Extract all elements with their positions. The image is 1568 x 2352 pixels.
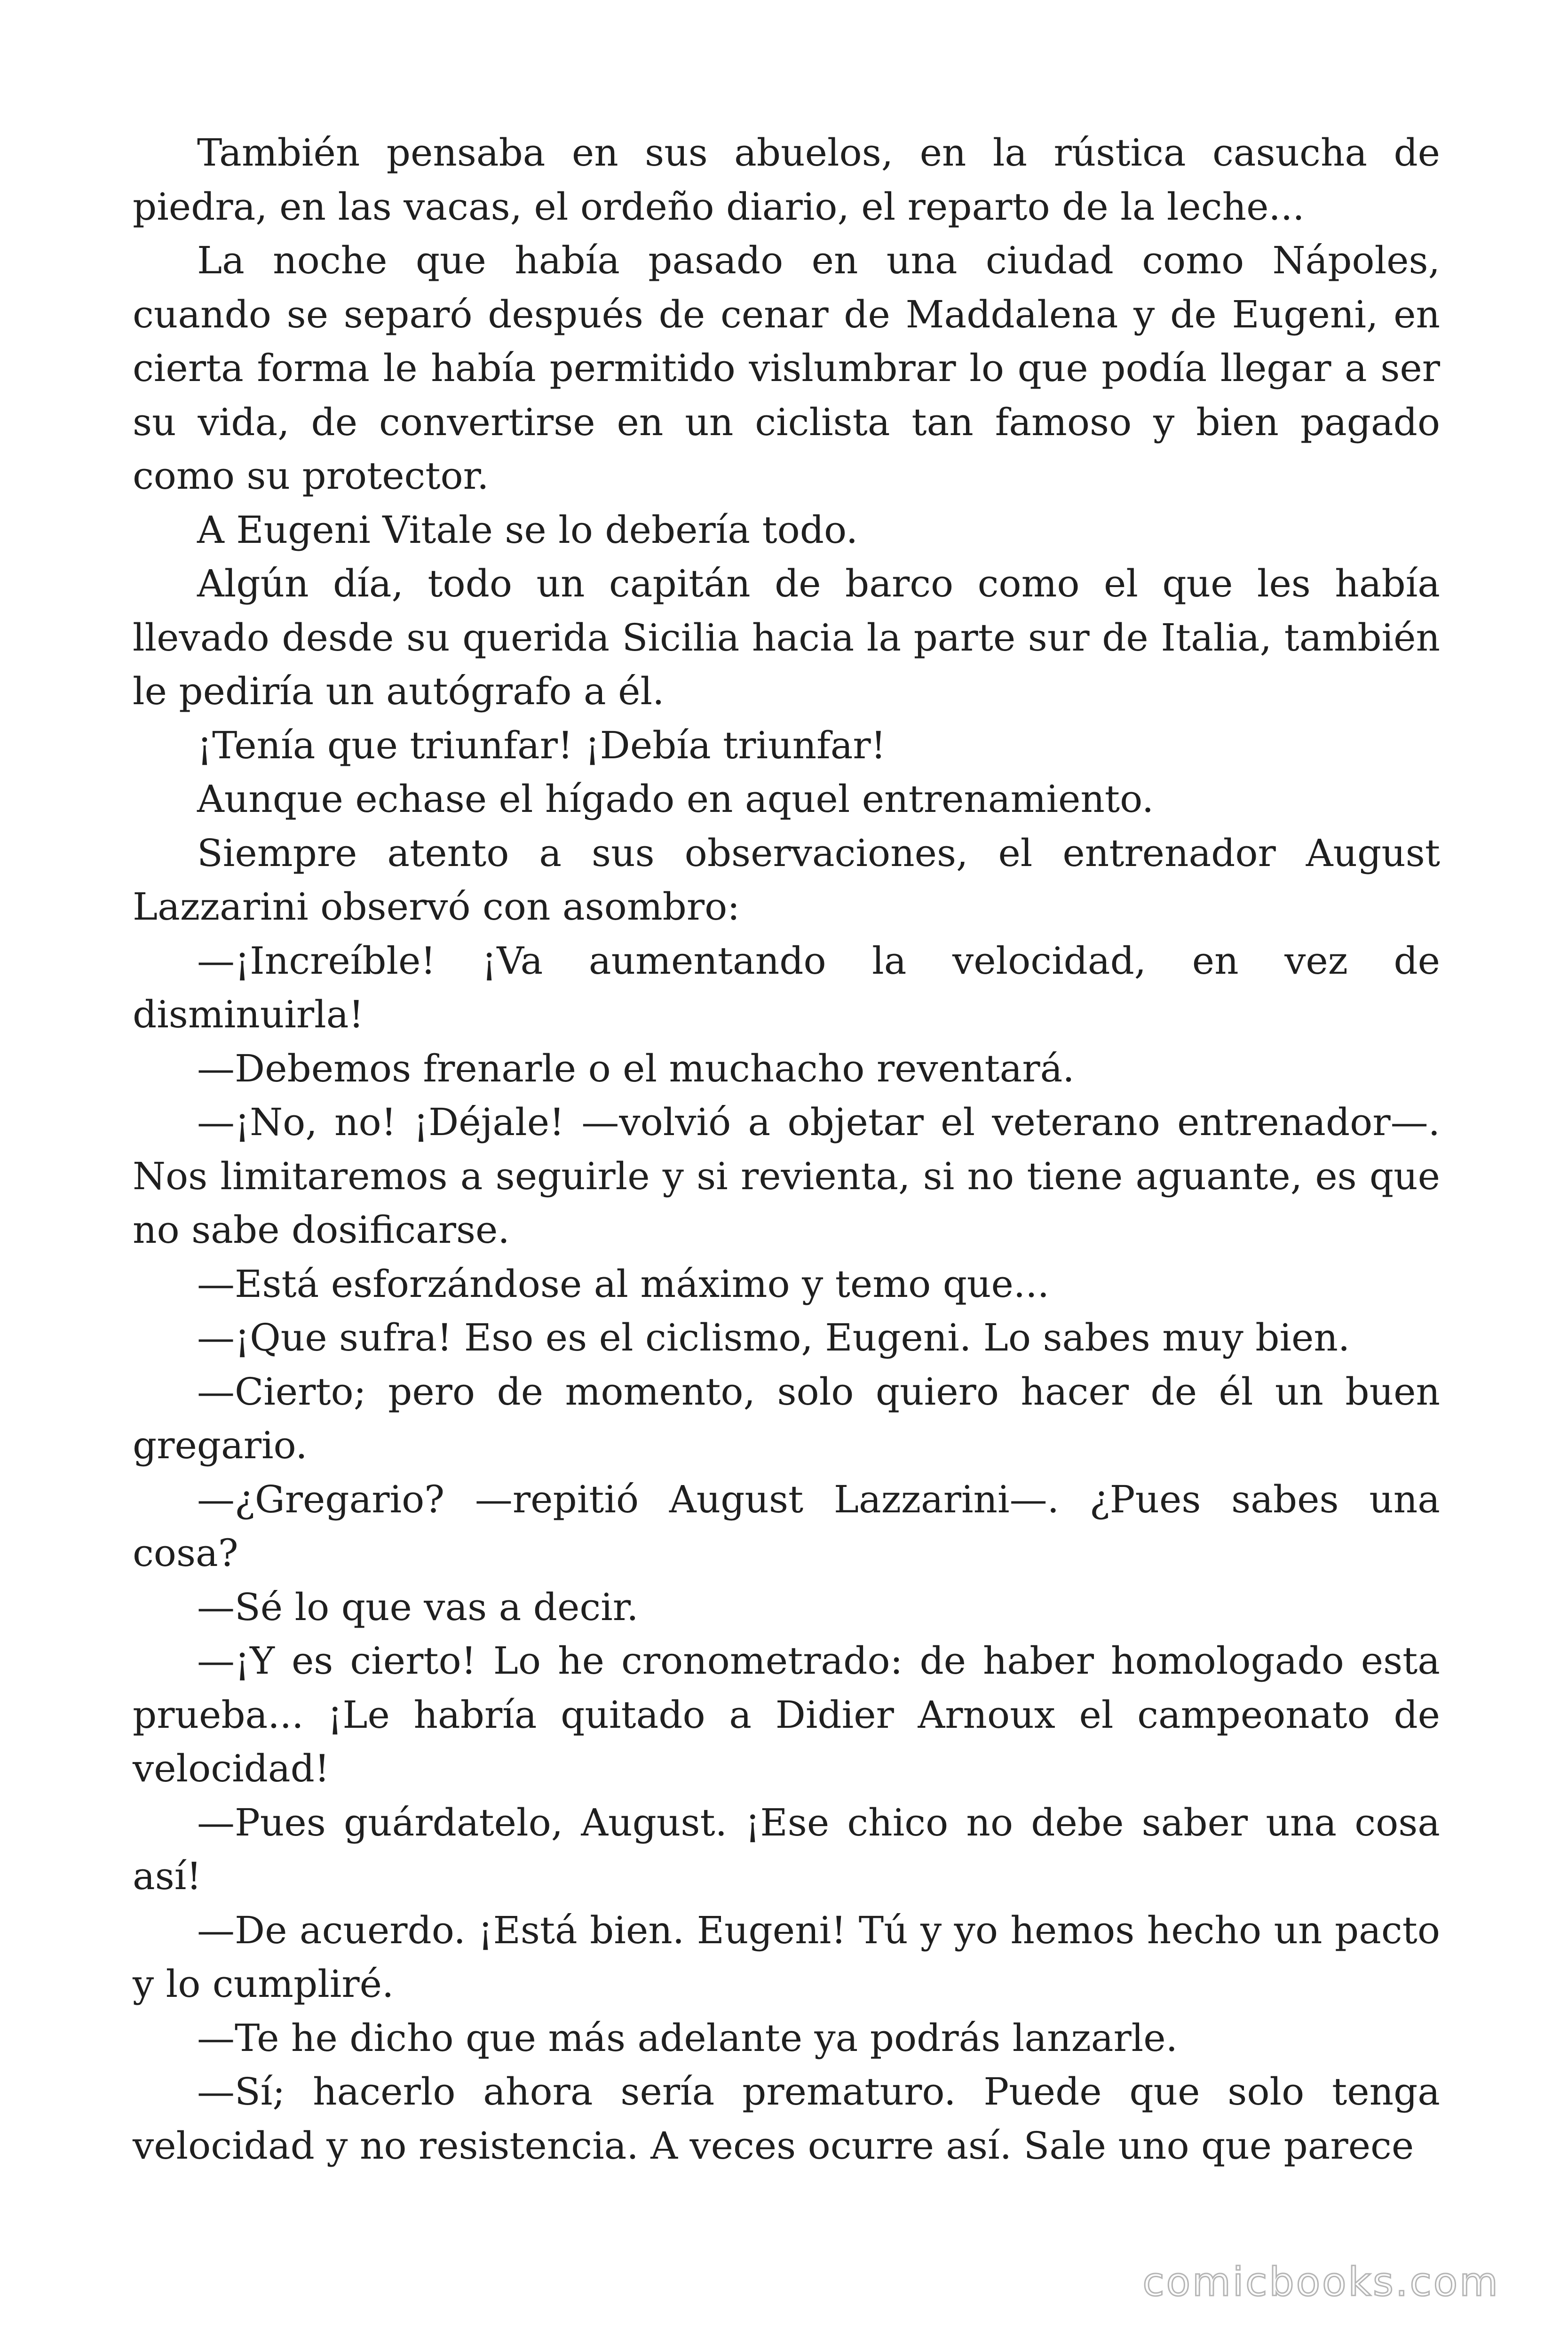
paragraph: A Eugeni Vitale se lo debería todo. — [197, 508, 858, 552]
paragraph: Algún día, todo un capitán de barco como el que les había llevado desde su querida Sicilia hacia la parte sur de Italia, también le pediría un autógrafo a él. — [133, 562, 1440, 713]
dialogue-line: —Sé lo que vas a decir. — [197, 1585, 639, 1629]
dialogue-line: —¡Que sufra! Eso es el ciclismo, Eugeni. Lo sabes muy bien. — [197, 1316, 1350, 1359]
dialogue-line: —¡No, no! ¡Déjale! —volvió a objetar el veterano entrenador—. Nos limitaremos a seguirle y si revienta, si no tiene aguante, es que no sabe dosificarse. — [133, 1100, 1440, 1252]
paragraph: Aunque echase el hígado en aquel entrenamiento. — [197, 777, 1154, 821]
dialogue-line: —Cierto; pero de momento, solo quiero hacer de él un buen gregario. — [133, 1369, 1440, 1467]
dialogue-line: —Está esforzándose al máximo y temo que... — [197, 1262, 1050, 1306]
paragraph: La noche que había pasado en una ciudad como Nápoles, cuando se separó después de cenar de Maddalena y de Eugeni, en cierta forma le había permitido vislumbrar lo que podía llegar a ser su vida, de convertirse en un ciclista tan famoso y bien pagado como su protector. — [133, 238, 1440, 498]
dialogue-line: —¡Y es cierto! Lo he cronometrado: de haber homologado esta prueba... ¡Le habría quitado a Didier Arnoux el campeonato de velocidad! — [133, 1639, 1440, 1790]
dialogue-line: —De acuerdo. ¡Está bien. Eugeni! Tú y yo hemos hecho un pacto y lo cumpliré. — [133, 1908, 1440, 2006]
dialogue-line: —Debemos frenarle o el muchacho reventará. — [197, 1046, 1075, 1090]
paragraph: También pensaba en sus abuelos, en la rústica casucha de piedra, en las vacas, el ordeño diario, el reparto de la leche... — [133, 131, 1440, 229]
dialogue-line: —Sí; hacerlo ahora sería prematuro. Puede que solo tenga velocidad y no resistencia. A veces ocurre así. Sale uno que parece — [133, 2070, 1440, 2168]
watermark: comicbooks.com — [1142, 2259, 1500, 2305]
paragraph: ¡Tenía que triunfar! ¡Debía triunfar! — [197, 723, 886, 767]
book-page-body — [133, 126, 1440, 2173]
dialogue-line: —Pues guárdatelo, August. ¡Ese chico no debe saber una cosa así! — [133, 1800, 1440, 1898]
dialogue-line: —¿Gregario? —repitió August Lazzarini—. ¿Pues sabes una cosa? — [133, 1477, 1440, 1575]
dialogue-line: —¡Increíble! ¡Va aumentando la velocidad, en vez de disminuirla! — [133, 938, 1440, 1036]
paragraph: Siempre atento a sus observaciones, el entrenador August Lazzarini observó con asombro: — [133, 831, 1440, 929]
dialogue-line: —Te he dicho que más adelante ya podrás lanzarle. — [197, 2016, 1178, 2060]
